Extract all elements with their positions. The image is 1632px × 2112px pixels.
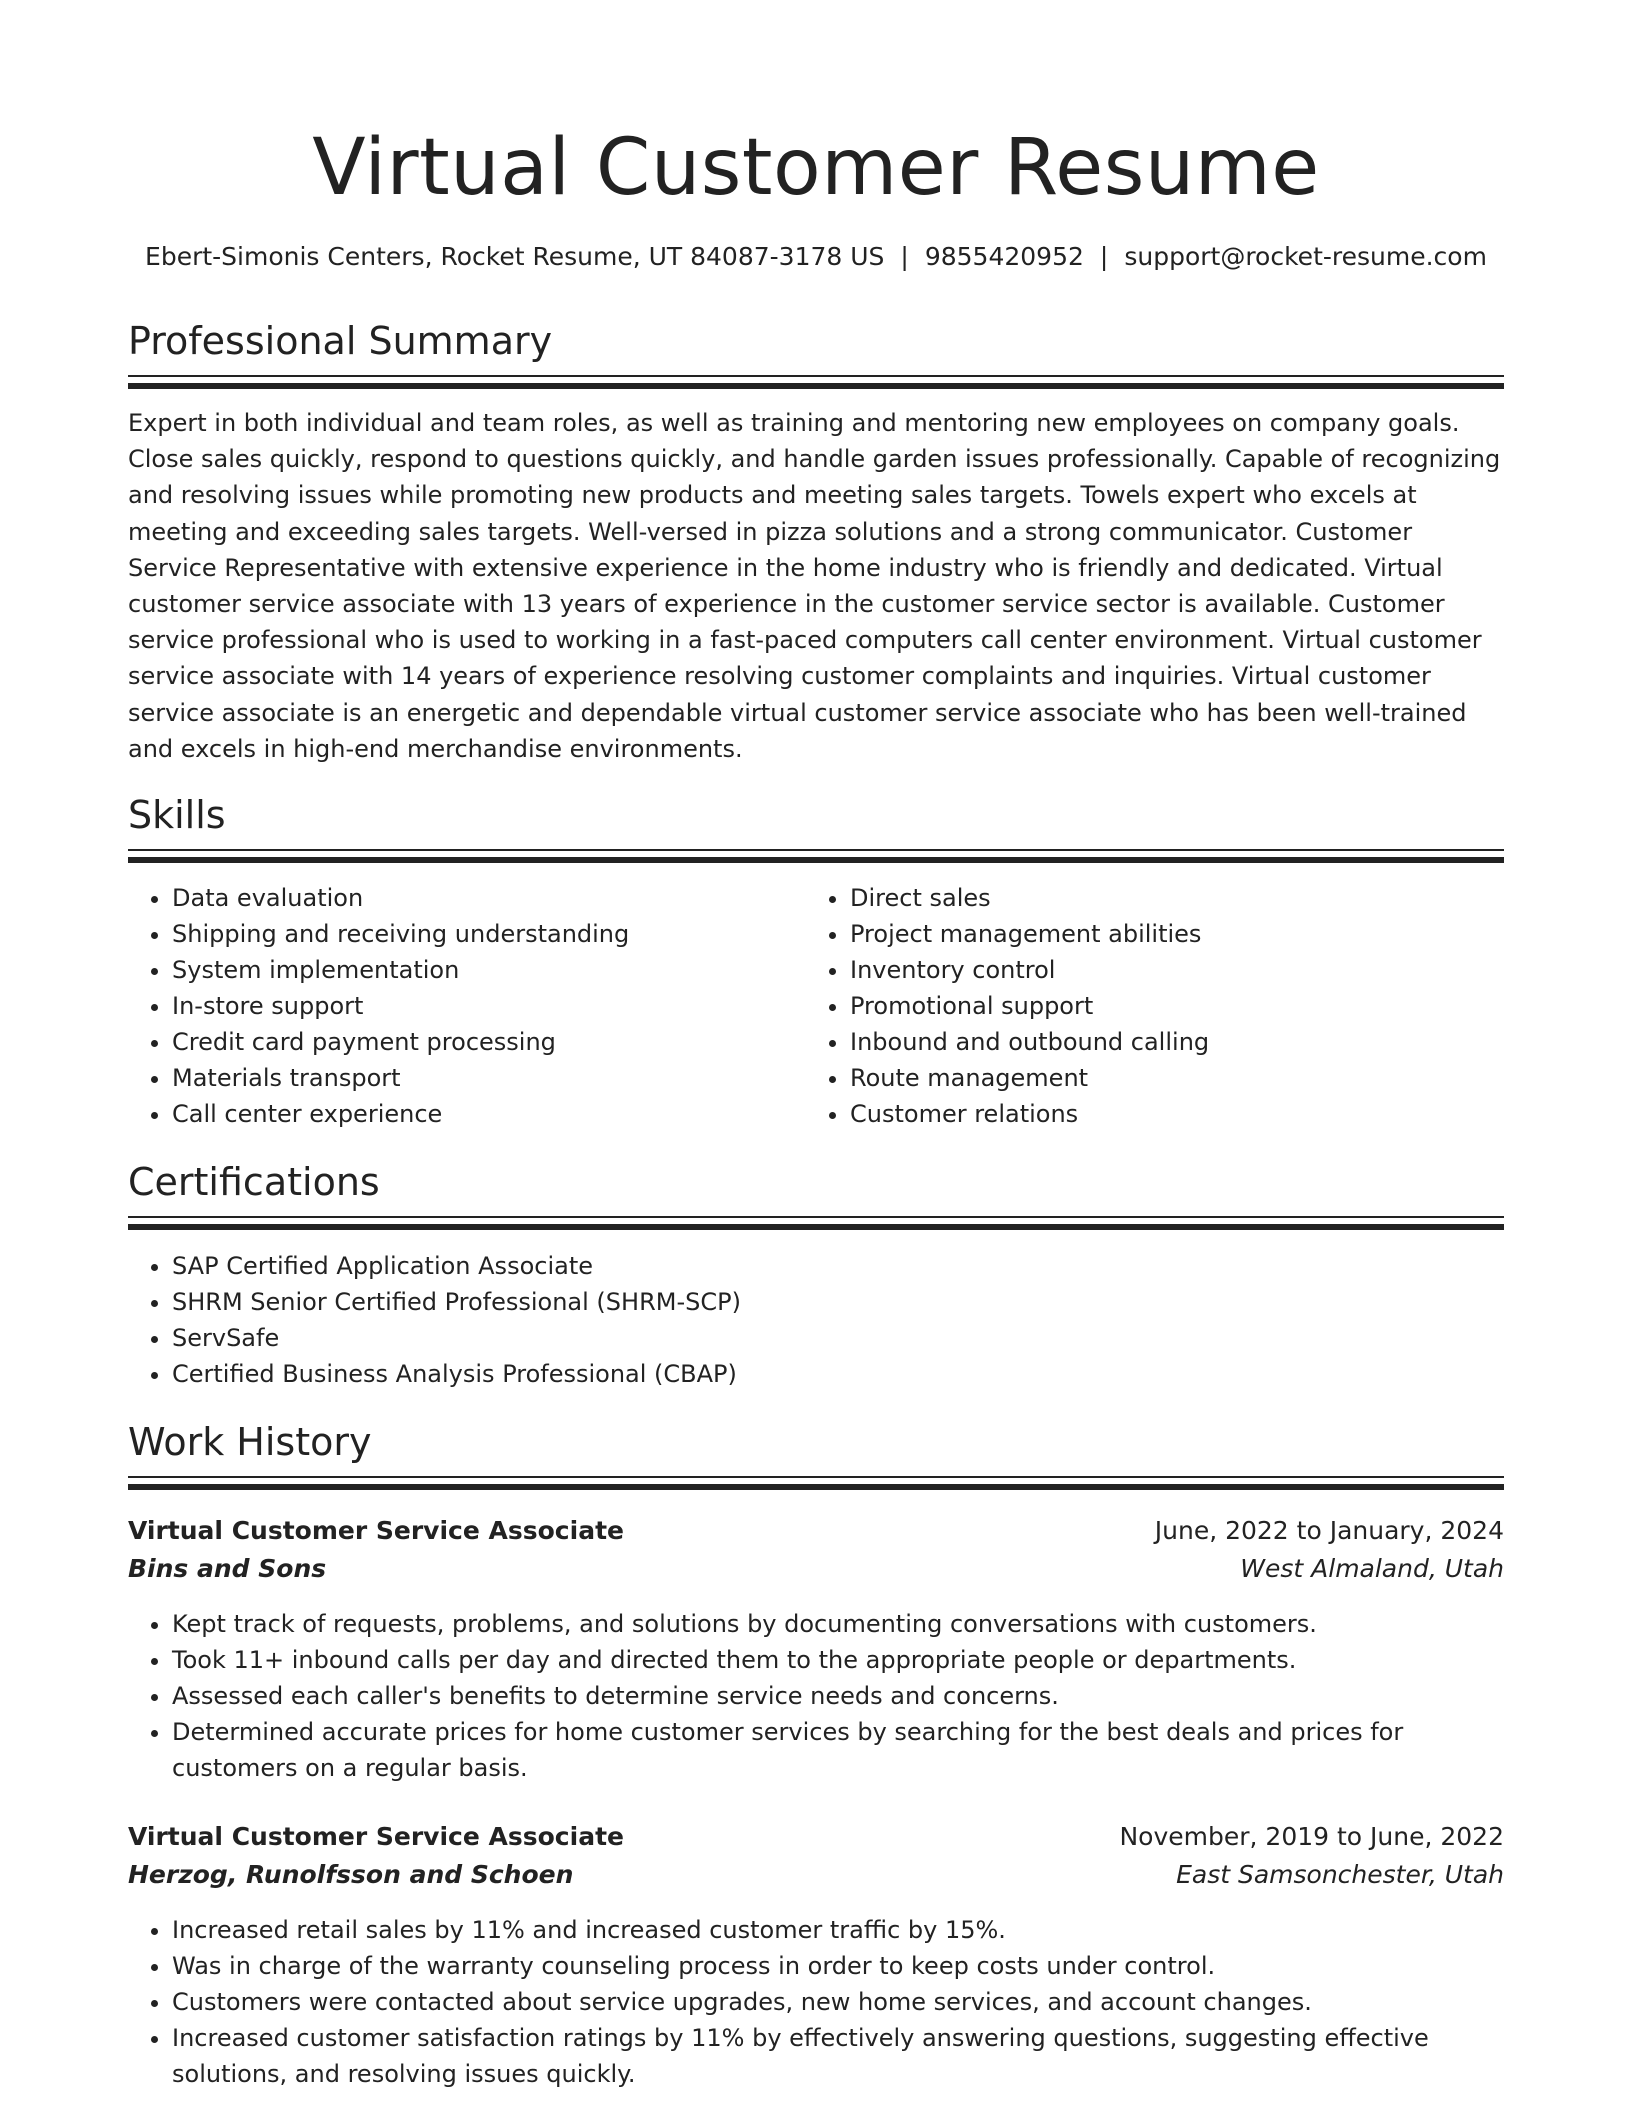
job-bullets (128, 1912, 1504, 2092)
job-bullet: • Was in charge of the warranty counseling process in order to keep costs under control. (172, 1948, 1504, 1984)
skills-list-left (128, 880, 806, 1132)
job-subheader-row (128, 1856, 1504, 1894)
job-bullet: • Took 11+ inbound calls per day and directed them to the appropriate people or departments. (172, 1642, 1504, 1678)
job-bullet: • Customers were contacted about service upgrades, new home services, and account changes. (172, 1984, 1504, 2020)
job-entry (128, 1818, 1504, 1894)
job-bullet-list (128, 1606, 1504, 1786)
skill-item: • Call center experience (172, 1096, 806, 1132)
job-company: Bins and Sons (128, 1554, 327, 1583)
job-bullet: • Assessed each caller's benefits to determine service needs and concerns. (172, 1678, 1504, 1714)
summary-body (128, 405, 1504, 767)
section-heading: Professional Summary (128, 319, 553, 363)
skills-list-right (806, 880, 1484, 1132)
skills-section (128, 790, 1504, 840)
contact-separator: | (1099, 242, 1109, 271)
job-bullet-list (128, 1912, 1504, 2092)
job-bullet: • Kept track of requests, problems, and solutions by documenting conversations with customers. (172, 1606, 1504, 1642)
section-rule-thick (128, 383, 1504, 389)
summary-text: Expert in both individual and team roles, as well as training and mentoring new employees on company goals. Close sales quickly, respond to questions quickly, and handle garden issues professionally. Capable of recognizing and resolving issues while promoting new products and meeting sales targets. Towels expert who excels at meeting and exceeding sales targets. Well-versed in pizza solutions and a strong communicator. Customer Service Representative with extensive experience in the home industry who is friendly and dedicated. Virtual customer service associate with 13 years of experience in the customer service sector is available. Customer service professional who is used to working in a fast-paced computers call center environment. Virtual customer service associate with 14 years of experience resolving customer complaints and inquiries. Virtual customer service associate is an energetic and dependable virtual customer service associate who has been well-trained and excels in high-end merchandise environments. (128, 409, 1501, 763)
job-header-row (128, 1512, 1504, 1550)
skill-item: • Materials transport (172, 1060, 806, 1096)
contact-line (108, 237, 1524, 277)
section-rule-thick (128, 1224, 1504, 1230)
section-rule-thin (128, 1216, 1504, 1218)
section-rule-thin (128, 849, 1504, 851)
contact-email[interactable]: support@rocket-resume.com (1124, 242, 1487, 271)
job-bullet: • Increased customer satisfaction ratings by 11% by effectively answering questions, suggesting effective solutions, and resolving issues quickly. (172, 2020, 1504, 2092)
skills-column-right (806, 880, 1484, 1132)
job-header-row (128, 1818, 1504, 1856)
job-bullets (128, 1606, 1504, 1786)
job-entry (128, 1512, 1504, 1588)
certifications-section (128, 1157, 1504, 1207)
certification-item: • ServSafe (172, 1320, 1504, 1356)
section-heading: Certifications (128, 1160, 380, 1204)
job-company: Herzog, Runolfsson and Schoen (128, 1860, 574, 1889)
certifications-list (128, 1248, 1504, 1392)
skills-body (128, 880, 1504, 1132)
certifications-body (128, 1248, 1504, 1392)
certification-item: • SAP Certified Application Associate (172, 1248, 1504, 1284)
job-subheader-row (128, 1550, 1504, 1588)
contact-separator: | (900, 242, 909, 271)
skill-item: • Project management abilities (850, 916, 1484, 952)
certification-item: • SHRM Senior Certified Professional (SHRM-SCP) (172, 1284, 1504, 1320)
skill-item: • Data evaluation (172, 880, 806, 916)
work-history-section (128, 1417, 1504, 1467)
skills-column-left (128, 880, 806, 1132)
job-title: Virtual Customer Service Associate (128, 1516, 624, 1545)
job-location: East Samsonchester, Utah (1176, 1860, 1504, 1889)
certification-item: • Certified Business Analysis Professional (CBAP) (172, 1356, 1504, 1392)
skills-grid (128, 880, 1504, 1132)
skill-item: • Inbound and outbound calling (850, 1024, 1484, 1060)
skill-item: • Promotional support (850, 988, 1484, 1024)
job-title: Virtual Customer Service Associate (128, 1822, 624, 1851)
skill-item: • Shipping and receiving understanding (172, 916, 806, 952)
skill-item: • Credit card payment processing (172, 1024, 806, 1060)
skill-item: • Inventory control (850, 952, 1484, 988)
job-bullet: • Determined accurate prices for home customer services by searching for the best deals and prices for customers on a regular basis. (172, 1714, 1504, 1786)
skill-item: • In-store support (172, 988, 806, 1024)
section-rule-thin (128, 375, 1504, 377)
job-bullet: • Increased retail sales by 11% and increased customer traffic by 15%. (172, 1912, 1504, 1948)
job-location: West Almaland, Utah (1240, 1554, 1504, 1583)
skill-item: • Customer relations (850, 1096, 1484, 1132)
summary-section (128, 316, 1504, 366)
section-heading: Skills (128, 793, 226, 837)
job-dates: June, 2022 to January, 2024 (1154, 1516, 1504, 1545)
section-rule-thin (128, 1476, 1504, 1478)
job-dates: November, 2019 to June, 2022 (1119, 1822, 1504, 1851)
contact-phone: 9855420952 (924, 242, 1084, 271)
section-heading: Work History (128, 1420, 372, 1464)
skill-item: • Direct sales (850, 880, 1484, 916)
section-rule-thick (128, 857, 1504, 863)
skill-item: • System implementation (172, 952, 806, 988)
resume-title: Virtual Customer Resume (312, 123, 1320, 213)
contact-address: Ebert-Simonis Centers, Rocket Resume, UT 84087-3178 US (145, 242, 885, 271)
skill-item: • Route management (850, 1060, 1484, 1096)
section-rule-thick (128, 1484, 1504, 1490)
